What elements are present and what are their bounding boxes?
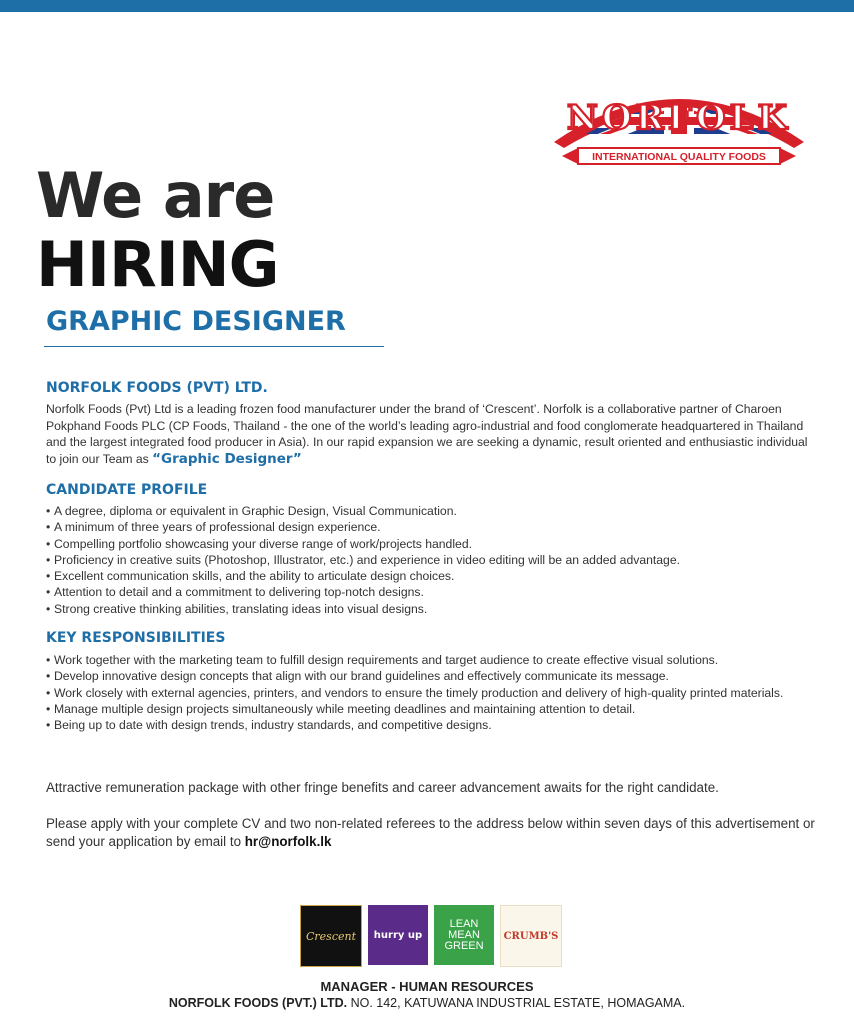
list-item: • A degree, diploma or equivalent in Graphic Design, Visual Communication. xyxy=(46,503,826,519)
key-responsibilities-heading: KEY RESPONSIBILITIES xyxy=(46,630,226,646)
hero-line-hiring: HIRING xyxy=(36,228,279,301)
company-heading: NORFOLK FOODS (PVT) LTD. xyxy=(46,380,268,396)
footer-contact-title: MANAGER - HUMAN RESOURCES xyxy=(320,979,534,994)
list-item: • A minimum of three years of professional design experience. xyxy=(46,519,826,535)
footer-company: NORFOLK FOODS (PVT.) LTD. xyxy=(168,996,348,1010)
company-description xyxy=(46,401,816,467)
company-description-text: Norfolk Foods (Pvt) Ltd is a leading frozen food manufacturer under the brand of ‘Crescent’. Norfolk is a collaborative partner of Charoen Pokphand Foods PLC (CP Foods, Thailand - the one of the world’s leading agro-industrial and food conglomerate headquartered in Thailand and the largest integrated food producer in Asia). In our rapid expansion we are seeking a dynamic, result oriented and enthusiastic individual to join our Team as xyxy=(46,402,808,466)
lean-mean-green-logo: LEAN MEAN GREEN xyxy=(434,905,494,965)
list-item: • Work together with the marketing team to fulfill design requirements and target audience to create effective visual solutions. xyxy=(46,652,826,668)
list-item: • Excellent communication skills, and the ability to articulate design choices. xyxy=(46,568,826,584)
role-highlight: “Graphic Designer” xyxy=(152,450,302,467)
list-item: • Compelling portfolio showcasing your diverse range of work/projects handled. xyxy=(46,536,826,552)
position-underline xyxy=(44,346,384,347)
list-item: • Proficiency in creative suits (Photoshop, Illustrator, etc.) and experience in video editing will be an added advantage. xyxy=(46,552,826,568)
apply-email-link[interactable]: hr@norfolk.lk xyxy=(244,834,332,849)
list-item: • Strong creative thinking abilities, translating ideas into visual designs. xyxy=(46,601,826,617)
candidate-profile-list xyxy=(46,503,826,617)
list-item: • Attention to detail and a commitment to delivering top-notch designs. xyxy=(46,584,826,600)
apply-instructions xyxy=(46,815,816,851)
footer-address-text: NO. 142, KATUWANA INDUSTRIAL ESTATE, HOMAGAMA. xyxy=(347,996,686,1010)
norfolk-logo xyxy=(548,72,810,176)
logo-brand-text: NORFOLK xyxy=(566,98,792,138)
hero-line-we-are: We are xyxy=(36,159,275,232)
logo-tagline: INTERNATIONAL QUALITY FOODS xyxy=(592,151,766,163)
list-item: • Work closely with external agencies, printers, and vendors to ensure the timely production and delivery of high-quality printed materials. xyxy=(46,685,826,701)
hero-heading xyxy=(36,159,279,301)
apply-text: Please apply with your complete CV and two non-related referees to the address below within seven days of this advertisement or send your application by email to xyxy=(46,816,815,849)
crescent-logo: Crescent xyxy=(300,905,362,967)
list-item: • Manage multiple design projects simultaneously while meeting deadlines and maintaining attention to detail. xyxy=(46,701,826,717)
key-responsibilities-list xyxy=(46,652,826,733)
crumbs-logo: CRUMB'S xyxy=(500,905,562,967)
candidate-profile-heading: CANDIDATE PROFILE xyxy=(46,482,208,498)
list-item: • Being up to date with design trends, industry standards, and competitive designs. xyxy=(46,717,826,733)
list-item: • Develop innovative design concepts that align with our brand guidelines and effectively communicate its message. xyxy=(46,668,826,684)
top-accent-bar xyxy=(0,0,854,12)
position-title: GRAPHIC DESIGNER xyxy=(46,306,346,337)
hurry-up-logo: hurry up xyxy=(368,905,428,965)
footer-address xyxy=(0,996,854,1010)
remuneration-text: Attractive remuneration package with other fringe benefits and career advancement awaits for the right candidate. xyxy=(46,780,719,795)
